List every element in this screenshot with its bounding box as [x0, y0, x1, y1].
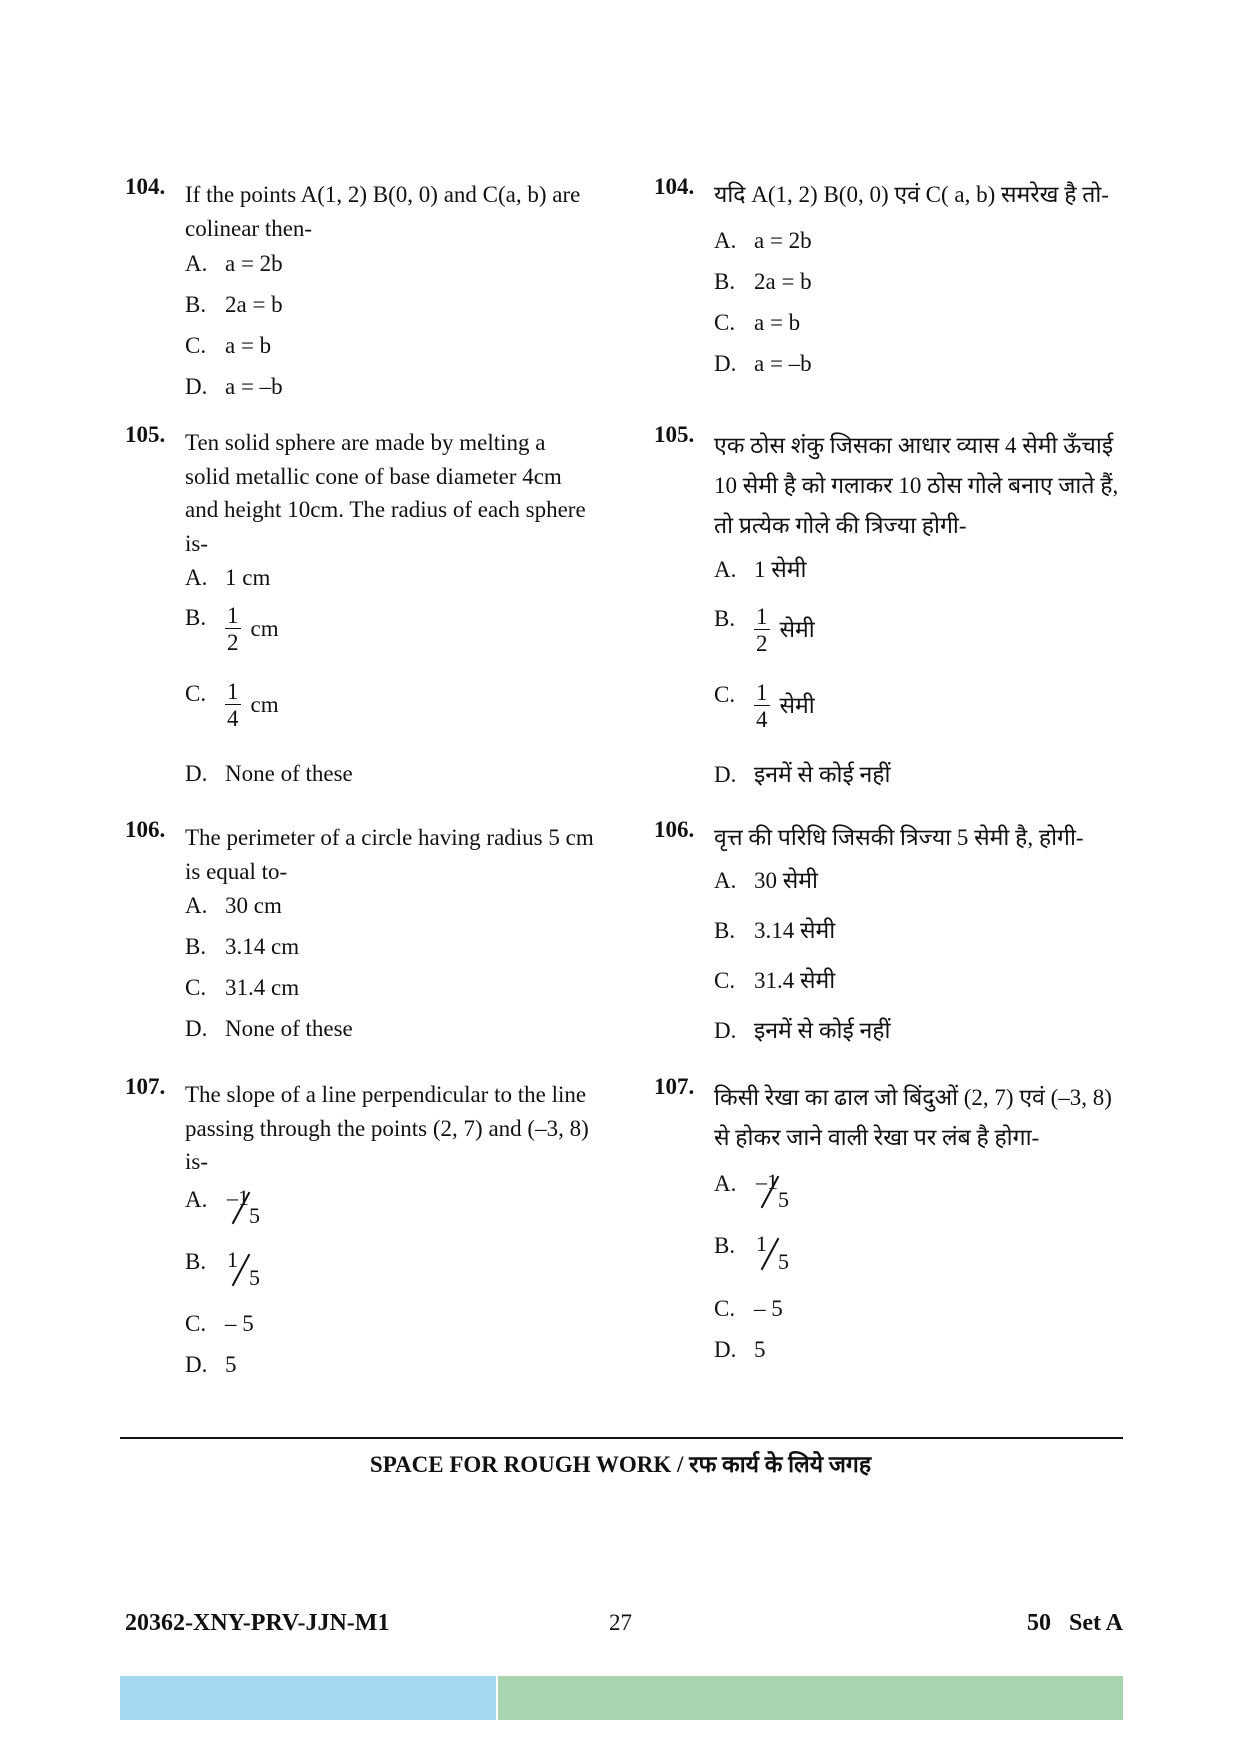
option-d: D. 5 — [185, 1352, 237, 1377]
slanted-fraction: 1 5 — [756, 1231, 789, 1274]
option-a: A. 30 सेमी — [714, 868, 819, 893]
question-text: यदि A(1, 2) B(0, 0) एवं C( a, b) समरेख है तो- — [714, 182, 1109, 207]
question-text: किसी रेखा का ढाल जो बिंदुओं (2, 7) एवं (–3, 8) से होकर जाने वाली रेखा पर लंब है होगा- — [714, 1085, 1112, 1150]
fraction: $\frac{1}{4}$ — [756, 680, 768, 732]
option-b: B. 2a = b — [185, 292, 283, 317]
question-number: 107. — [654, 1074, 695, 1099]
question-text: The slope of a line perpendicular to the line passing through the points (2, 7) and (–3, 8) is- — [185, 1082, 589, 1174]
option-b: B. 1 5 — [714, 1232, 798, 1270]
option-d: D. इनमें से कोई नहीं — [714, 762, 891, 787]
option-c: C. a = b — [185, 333, 272, 358]
question-number: 105. — [654, 422, 695, 447]
question-number: 104. — [125, 174, 166, 199]
question-number: 106. — [125, 817, 166, 842]
fraction: $\frac{1}{4}$ — [227, 679, 239, 731]
option-d: D. a = –b — [714, 351, 812, 376]
slanted-fraction: –1 5 — [756, 1169, 789, 1212]
option-a: A. 30 cm — [185, 893, 282, 918]
option-a: A. –1 5 — [714, 1170, 798, 1208]
option-a: A. 1 सेमी — [714, 557, 807, 582]
option-c: C. 31.4 cm — [185, 975, 300, 1000]
option-a: A. a = 2b — [185, 251, 283, 276]
option-c: C. a = b — [714, 310, 801, 335]
option-a: A. –1 5 — [185, 1186, 269, 1224]
option-c: C. 31.4 सेमी — [714, 968, 836, 993]
option-a: A. 1 cm — [185, 565, 271, 590]
slanted-fraction: 1 5 — [227, 1247, 260, 1290]
question-number: 107. — [125, 1074, 166, 1099]
option-d: D. a = –b — [185, 374, 283, 399]
question-text: If the points A(1, 2) B(0, 0) and C(a, b) are colinear then- — [185, 182, 581, 241]
option-c: C. – 5 — [714, 1296, 783, 1321]
option-b: B. 1 5 — [185, 1248, 269, 1286]
option-d: D. इनमें से कोई नहीं — [714, 1018, 891, 1043]
footer-band-blue — [120, 1676, 496, 1720]
question-text: वृत्त की परिधि जिसकी त्रिज्या 5 सेमी है, होगी- — [714, 825, 1084, 850]
option-b: B. 3.14 सेमी — [714, 918, 836, 943]
question-number: 104. — [654, 174, 695, 199]
option-c: C. $\frac{1}{4}$ सेमी — [714, 680, 815, 732]
divider-rule — [120, 1437, 1123, 1439]
fraction: $\frac{1}{2}$ — [227, 603, 239, 655]
footer-code: 20362-XNY-PRV-JJN-M1 — [125, 1610, 390, 1636]
footer-set: 50 Set A — [1027, 1610, 1123, 1636]
question-number: 106. — [654, 817, 695, 842]
question-text: Ten solid sphere are made by melting a solid metallic cone of base diameter 4cm and height 10cm. The radius of each sphere is- — [185, 430, 586, 556]
question-text: The perimeter of a circle having radius 5 cm is equal to- — [185, 825, 594, 884]
option-b: B. $\frac{1}{2}$ सेमी — [714, 604, 815, 656]
option-b: B. $\frac{1}{2}$ cm — [185, 603, 279, 655]
option-a: A. a = 2b — [714, 228, 812, 253]
option-b: B. 3.14 cm — [185, 934, 300, 959]
fraction: $\frac{1}{2}$ — [756, 604, 768, 656]
question-number: 105. — [125, 422, 166, 447]
slanted-fraction: –1 5 — [227, 1185, 260, 1228]
page-number: 27 — [609, 1610, 632, 1635]
option-d: D. None of these — [185, 761, 353, 786]
option-d: D. None of these — [185, 1016, 353, 1041]
option-c: C. $\frac{1}{4}$ cm — [185, 679, 279, 731]
option-b: B. 2a = b — [714, 269, 812, 294]
option-d: D. 5 — [714, 1337, 766, 1362]
question-text: एक ठोस शंकु जिसका आधार व्यास 4 सेमी ऊँचाई 10 सेमी है को गलाकर 10 ठोस गोले बनाए जाते हैं, तो प्रत्येक गोले की त्रिज्या होगी- — [714, 433, 1119, 538]
footer-band-green — [498, 1676, 1123, 1720]
option-c: C. – 5 — [185, 1311, 254, 1336]
rough-work-heading: SPACE FOR ROUGH WORK / रफ कार्य के लिये जगह — [369, 1452, 872, 1477]
